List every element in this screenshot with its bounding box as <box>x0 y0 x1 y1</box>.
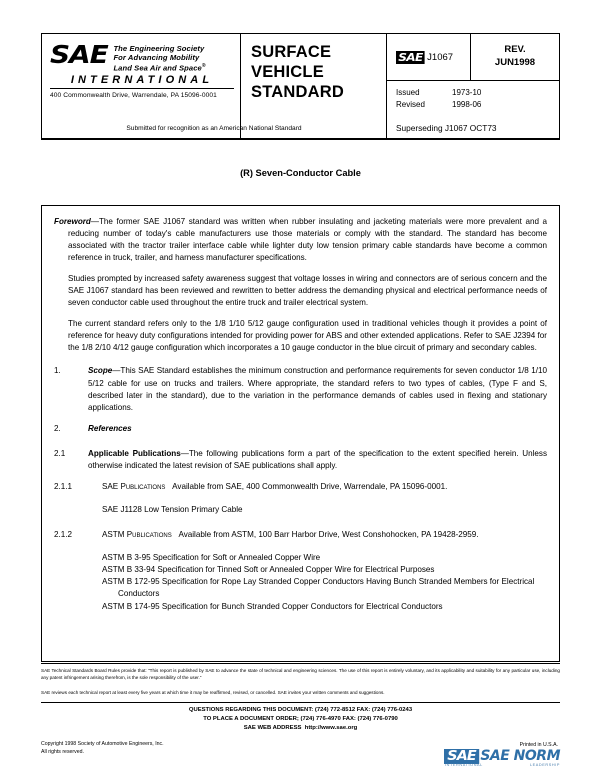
section-2-1-2-body <box>102 529 547 541</box>
section-2-1-1-body <box>102 481 547 493</box>
section-sae-publications <box>54 481 547 493</box>
printed-in-text: Printed in U.S.A. <box>519 742 558 748</box>
section-2-1-dash: — <box>180 448 189 458</box>
document-type-line-2: VEHICLE <box>251 63 324 82</box>
contact-block <box>41 706 560 733</box>
document-type <box>251 42 386 102</box>
web-address-label: SAE WEB ADDRESS <box>243 724 302 731</box>
footer-divider-bottom <box>41 702 560 703</box>
revision-label: REV. <box>504 44 526 56</box>
copyright-line-1: Copyright 1998 Society of Automotive Engineers, Inc. <box>41 741 164 747</box>
foreword-text-1: The former SAE J1067 standard was written when rubber insulating and jacketing materials were more prevalent and a reducing number of today's cable manufacturers use those materials or comply with the standard. The standard has become associated with the tractor trailer interface cable while lighter duty low tension primary cable standards have become a common reference in truck, trailer, and harness manufacturer specifications. <box>68 217 547 263</box>
sae-norm-badge-icon: SAE <box>444 749 479 764</box>
foreword-label: Foreword <box>54 217 91 226</box>
section-scope-dash: — <box>112 366 121 376</box>
document-number-cell <box>387 34 471 80</box>
contact-questions-line: QUESTIONS REGARDING THIS DOCUMENT: (724) 772-8512 FAX: (724) 776-0243 <box>188 707 413 713</box>
sae-international-text: INTERNATIONAL <box>50 74 234 89</box>
revision-cell <box>471 34 559 80</box>
issued-revised-block <box>387 81 559 115</box>
section-2-1-1-text: Available from SAE, 400 Commonwealth Drive, Warrendale, PA 15096-0001. <box>172 481 448 491</box>
section-2-1-2-number: 2.1.2 <box>54 529 73 539</box>
foreword-paragraph-3: The current standard refers only to the 1/8 1/10 5/12 gauge configuration used in traditional vehicles though it provides a point of reference for heavy duty configurations intended for providing power for ABS and other extended applications. Refer to SAE J2394 for the 1/8 2/10 4/12 gauge configuration which incorporates a 10 gauge conductor in the blue circuit of primary and secondary cables. <box>68 319 547 353</box>
header-submitted-row <box>41 119 560 140</box>
section-scope-text: This SAE Standard establishes the minimum construction and performance requirements for seven conductor 1/8 1/10 5/12 cable for use on trucks and trailers. Where appropriate, the standard refers to two types of cables, (Type F and S, described later in the standard), due to the variation in the performance demands of cables used in flexing and stationary applications. <box>88 366 547 412</box>
issued-label: Issued <box>396 88 420 97</box>
superseding-text: Superseding J1067 OCT73 <box>396 123 497 133</box>
sae-mini-logo-icon: SAE <box>396 51 425 64</box>
sae-logo <box>50 40 234 73</box>
copyright-block <box>41 740 164 756</box>
header-id-row <box>387 34 559 81</box>
section-applicable-publications <box>54 448 547 472</box>
web-address-link[interactable]: http://www.sae.org <box>304 724 358 731</box>
page-title: (R) Seven-Conductor Cable <box>240 168 361 178</box>
list-item: ASTM B 3-95 Specification for Soft or Annealed Copper Wire <box>102 552 321 562</box>
sae-norm-sub-right: LEADERSHIP <box>529 763 560 767</box>
copyright-line-2: All rights reserved. <box>41 749 84 756</box>
list-item: ASTM B 174-95 Specification for Bunch Stranded Copper Conductors for Electrical Conductors <box>102 601 443 611</box>
section-2-1-1-number: 2.1.1 <box>54 481 73 491</box>
section-scope-body <box>88 365 547 413</box>
document-type-line-1: SURFACE <box>251 43 332 61</box>
sae-norm-logo <box>444 748 560 764</box>
contact-order-line: TO PLACE A DOCUMENT ORDER; (724) 776-4970 FAX: (724) 776-0790 <box>203 715 398 722</box>
issued-value: 1973-10 <box>452 88 482 97</box>
revision-value: JUN1998 <box>494 57 536 68</box>
section-scope <box>54 365 547 413</box>
document-body <box>41 205 560 662</box>
section-2-1-2-text: Available from ASTM, 100 Barr Harbor Drive, West Conshohocken, PA 19428-2959. <box>178 529 479 539</box>
section-scope-heading: Scope <box>88 366 113 376</box>
sae-address-text: 400 Commonwealth Drive, Warrendale, PA 15096-0001 <box>50 91 217 99</box>
sae-wordmark-text: SAE <box>50 40 108 69</box>
section-2-1-2-heading: ASTM Publications <box>102 529 172 539</box>
contact-web-line <box>41 724 560 733</box>
list-item: ASTM B 172-95 Specification for Rope Lay Stranded Copper Conductors Having Bunch Stranded Members for Electrical Conductors <box>102 577 535 599</box>
section-2-1-text: The following publications form a part of the specification to the extent specified herein. Unless otherwise indicated the latest revision of SAE publications shall apply. <box>88 448 548 470</box>
sae-tagline-line-3: Land Sea Air and Space® <box>113 62 206 73</box>
foreword-paragraph-2: Studies prompted by increased safety awareness suggest that voltage losses in wiring and connectors are of serious concern and the SAE J1067 standard has been reviewed and rewritten to better address the demanding physical and electrical performance needs of seven conductor cable used throughout the entire truck and trailer electrical system. <box>68 274 547 308</box>
issued-row <box>396 87 559 99</box>
section-astm-publications <box>54 529 547 541</box>
sae-norm-sub-left: INTERNATIONAL <box>445 763 483 767</box>
revised-row <box>396 99 559 111</box>
revised-label: Revised <box>396 100 425 109</box>
section-2-1-number: 2.1 <box>54 448 66 458</box>
section-references-heading: References <box>88 423 132 433</box>
astm-publication-list <box>54 552 547 613</box>
document-type-line-3: STANDARD <box>251 83 344 102</box>
sae-tagline-line-2: For Advancing Mobility <box>113 53 200 63</box>
document-number: J1067 <box>427 51 454 63</box>
list-item: ASTM B 33-94 Specification for Tinned Soft or Annealed Copper Wire for Electrical Purposes <box>102 565 435 575</box>
section-2-1-heading: Applicable Publications <box>88 448 181 458</box>
sae-norm-wordmark: SAE NORM <box>480 748 560 764</box>
footer-divider-top <box>41 663 560 664</box>
sae-tagline-line-1: The Engineering Society <box>113 44 205 53</box>
submitted-row-spacer <box>387 119 559 139</box>
section-references-number: 2. <box>54 423 61 433</box>
legal-notice-2: SAE reviews each technical report at least every five years at which time it may be reaffirmed, revised, or cancelled. SAE invites your written comments and suggestions. <box>41 690 385 695</box>
sae-norm-subtext <box>445 763 560 767</box>
sae-tagline <box>113 44 205 72</box>
section-scope-number: 1. <box>54 366 61 376</box>
submitted-note: Submitted for recognition as an American National Standard <box>42 119 387 139</box>
section-2-1-body <box>88 448 547 472</box>
legal-notice-1: SAE Technical Standards Board Rules provide that: “This report is published by SAE to advance the state of technical and engineering sciences. The use of this report is entirely voluntary, and its applicability and suitability for any particular use, including any patent infringement arising therefrom, is the sole responsibility of the user.” <box>41 668 560 680</box>
revised-value: 1998-06 <box>452 100 482 109</box>
section-references <box>54 423 547 435</box>
sae-publication-item: SAE J1128 Low Tension Primary Cable <box>102 504 243 514</box>
foreword-paragraph-1 <box>54 216 547 264</box>
foreword-dash: — <box>90 217 99 226</box>
section-2-1-1-heading: SAE Publications <box>102 481 166 491</box>
